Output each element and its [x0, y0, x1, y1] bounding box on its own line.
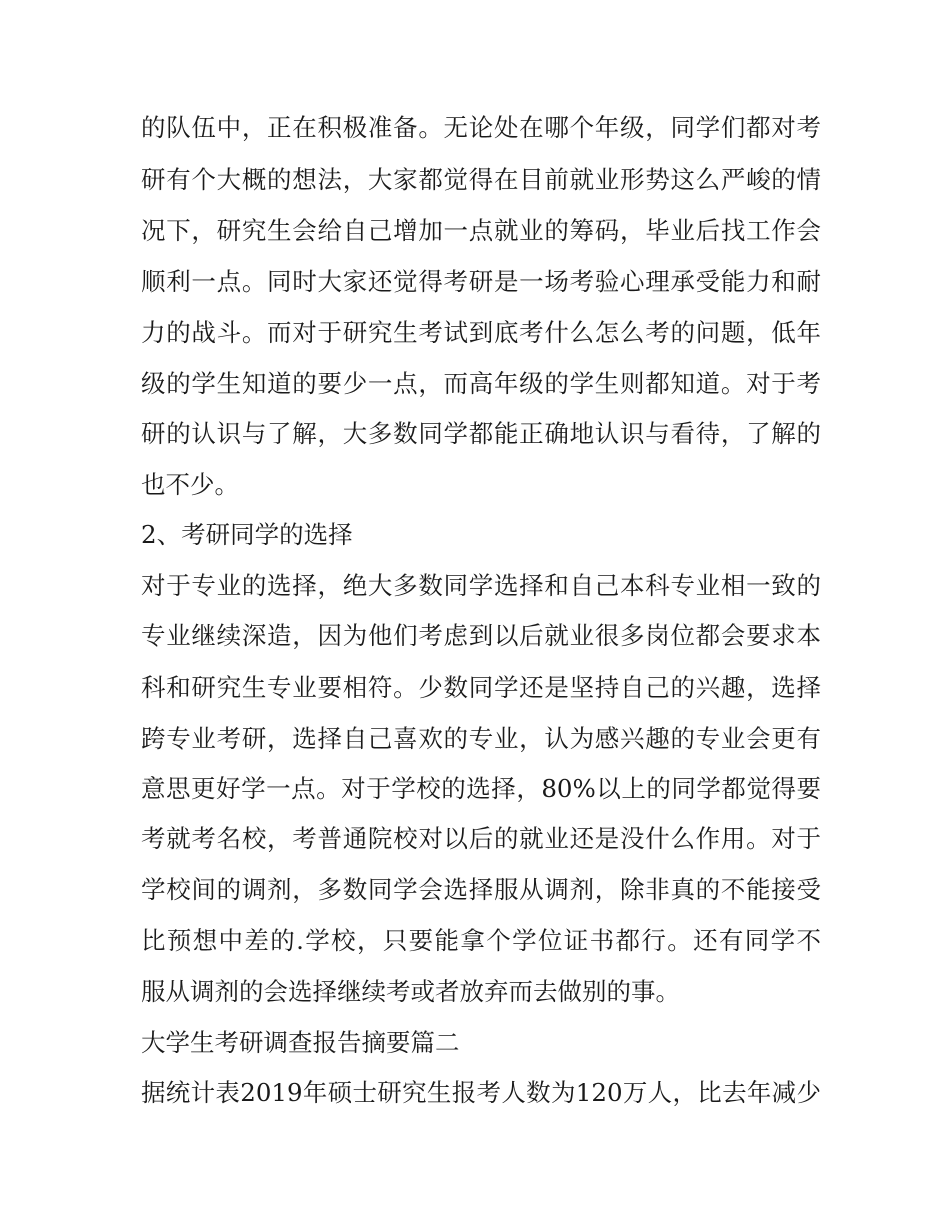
paragraph-line: 服从调剂的会选择继续考或者放弃而去做别的事。	[141, 977, 680, 1006]
paragraph-line: 级的学生知道的要少一点，而高年级的学生则都知道。对于考	[141, 369, 821, 398]
paragraph-line: 科和研究生专业要相符。少数同学还是坚持自己的兴趣，选择	[141, 673, 821, 702]
paragraph-line: 的队伍中，正在积极准备。无论处在哪个年级，同学们都对考	[141, 113, 821, 142]
paragraph-line: 跨专业考研，选择自己喜欢的专业，认为感兴趣的专业会更有	[141, 724, 821, 753]
paragraph-line: 对于专业的选择，绝大多数同学选择和自己本科专业相一致的	[141, 571, 821, 600]
paragraph-line: 也不少。	[141, 470, 239, 499]
paragraph-line: 意思更好学一点。对于学校的选择，80%以上的同学都觉得要	[141, 774, 821, 803]
paragraph-line: 专业继续深造，因为他们考虑到以后就业很多岗位都会要求本	[141, 621, 821, 650]
paragraph-line: 研的认识与了解，大多数同学都能正确地认识与看待，了解的	[141, 419, 821, 448]
section-heading: 2、考研同学的选择	[141, 520, 353, 549]
paragraph-line: 考就考名校，考普通院校对以后的就业还是没什么作用。对于	[141, 824, 821, 853]
paragraph-line: 顺利一点。同时大家还觉得考研是一场考验心理承受能力和耐	[141, 267, 821, 296]
paragraph-line: 力的战斗。而对于研究生考试到底考什么怎么考的问题，低年	[141, 318, 821, 347]
article-title: 大学生考研调查报告摘要篇二	[141, 1028, 460, 1057]
paragraph-line: 学校间的调剂，多数同学会选择服从调剂，除非真的不能接受	[141, 875, 821, 904]
paragraph-line: 况下，研究生会给自己增加一点就业的筹码，毕业后找工作会	[141, 216, 821, 245]
paragraph-line: 研有个大概的想法，大家都觉得在目前就业形势这么严峻的情	[141, 165, 821, 194]
paragraph-line: 据统计表2019年硕士研究生报考人数为120万人，比去年减少	[141, 1078, 821, 1107]
paragraph-line: 比预想中差的.学校，只要能拿个学位证书都行。还有同学不	[141, 926, 821, 955]
